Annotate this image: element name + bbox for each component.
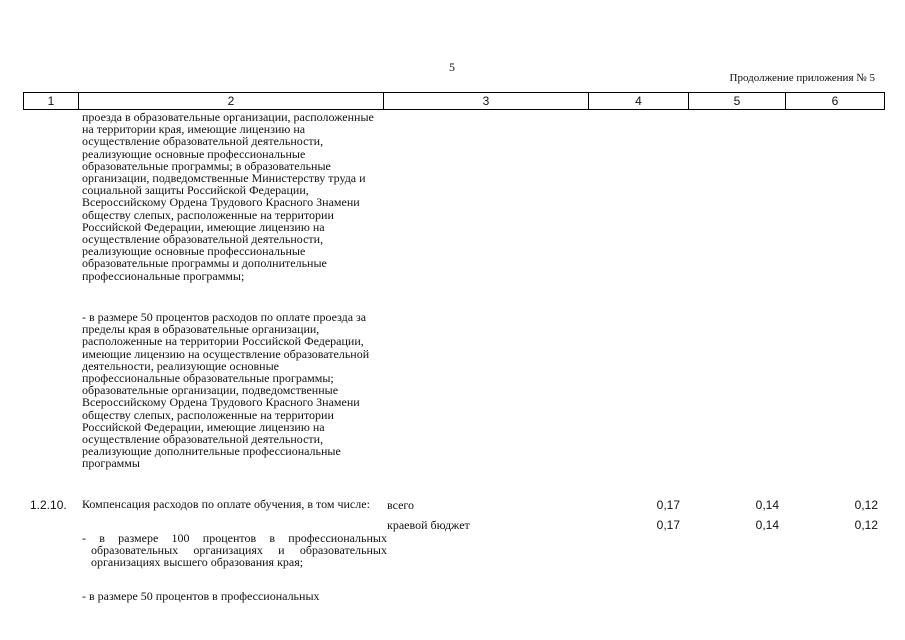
value-regional-col6: 0,12 <box>854 518 878 532</box>
column-header-4: 4 <box>589 93 689 109</box>
row-item-100-percent: - в размере 100 процентов в профессиональных образовательных организациях и образовательных организациях высшего образования края; <box>82 531 387 570</box>
table-header-row <box>23 92 885 110</box>
row-number: 1.2.10. <box>30 498 67 512</box>
value-total-col4: 0,17 <box>656 498 680 512</box>
column-header-2: 2 <box>79 93 384 109</box>
carryover-paragraph-1: проезда в образовательные организации, расположенные на территории края, имеющие лицензию на осуществление образовательной деятельности, реализующие основные профессиональные образовательные программы; в образовательные организации, подведомственные Министерству труда и социальной защиты Российской Федерации, Всероссийскому Ордена Трудового Красного Знамени обществу слепых, расположенные на территории Российской Федерации, имеющие лицензию на осуществление образовательной деятельности, реализующие основные профессиональные образовательные программы и дополнительные профессиональные программы; <box>82 110 374 283</box>
value-total-col5: 0,14 <box>755 498 779 512</box>
row-item-50-percent: - в размере 50 процентов в профессиональных <box>82 589 320 603</box>
appendix-continuation-label: Продолжение приложения № 5 <box>729 72 875 84</box>
value-regional-col4: 0,17 <box>656 518 680 532</box>
column-header-3: 3 <box>384 93 589 109</box>
carryover-paragraph-2: - в размере 50 процентов расходов по оплате проезда за пределы края в образовательные организации, расположенные на территории Российской Федерации, имеющие лицензию на осуществление образовательной деятельности, реализующие основные профессиональные образовательные программы; образовательные организации, подведомственные Всероссийскому Ордена Трудового Красного Знамени обществу слепых, расположенные на территории Российской Федерации, имеющие лицензию на осуществление образовательной деятельности, реализующие дополнительные профессиональные программы <box>82 310 370 471</box>
value-regional-col5: 0,14 <box>755 518 779 532</box>
funding-source-total: всего <box>387 498 415 512</box>
column-header-5: 5 <box>689 93 786 109</box>
page-number: 5 <box>449 60 455 74</box>
column-header-1: 1 <box>24 93 79 109</box>
value-total-col6: 0,12 <box>854 498 878 512</box>
column-header-6: 6 <box>831 94 839 108</box>
funding-source-regional-budget: краевой бюджет <box>387 518 470 532</box>
row-title: Компенсация расходов по оплате обучения, в том числе: <box>82 497 370 511</box>
